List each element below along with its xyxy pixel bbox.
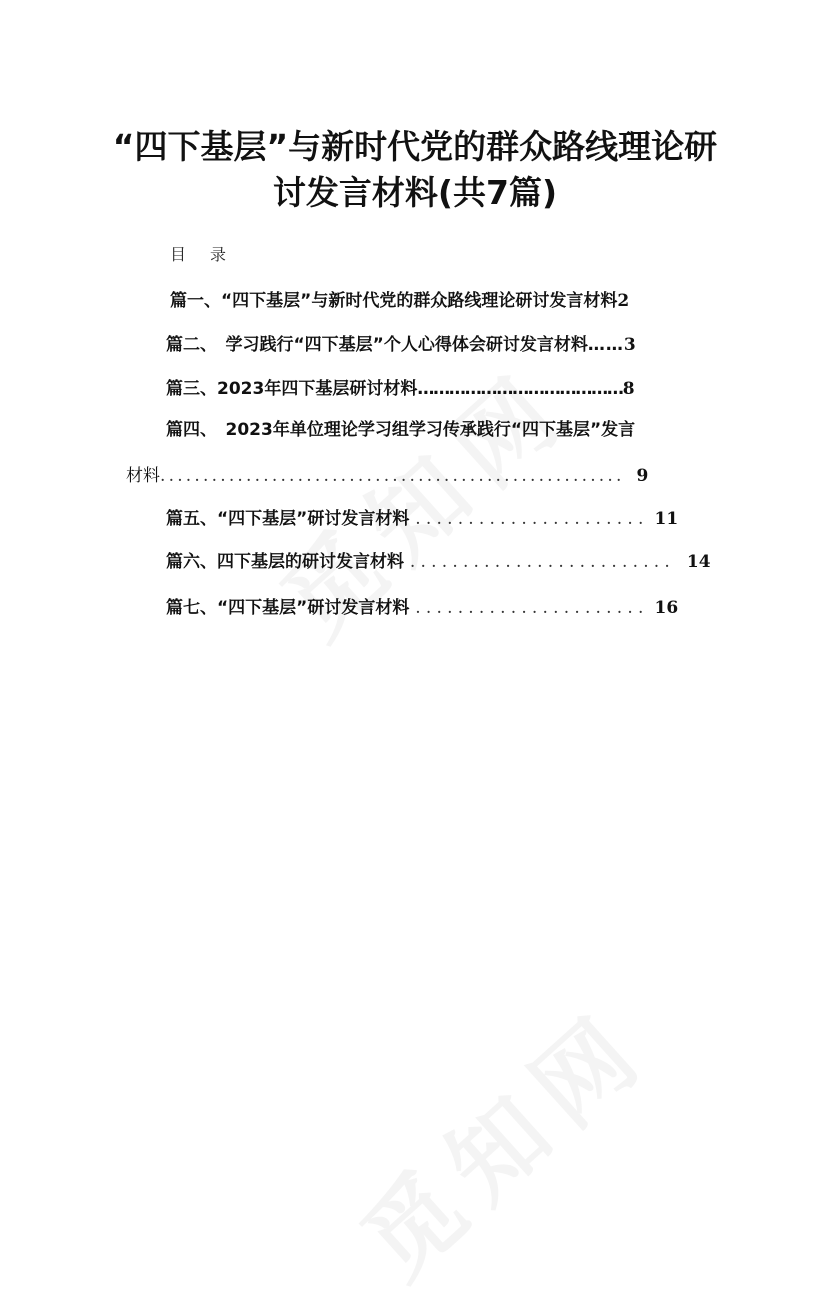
toc-entry-label: 篇三、2023年四下基层研讨材料 <box>166 379 418 399</box>
toc-entry-leader: ......................... <box>409 552 676 572</box>
toc-entry[interactable] <box>166 593 678 618</box>
title-line-1: “四下基层”与新时代党的群众路线理论研 <box>112 127 718 166</box>
toc-entry-page: 16 <box>654 598 679 618</box>
toc-entry[interactable] <box>166 547 711 572</box>
toc-entry[interactable] <box>166 415 635 440</box>
toc-entry-continuation[interactable] <box>126 461 648 486</box>
toc-entry-label: 篇一、“四下基层”与新时代党的群众路线理论研讨发言材料 <box>170 291 618 311</box>
toc-entry-label: 篇七、“四下基层”研讨发言材料 <box>166 598 410 618</box>
toc-entry-page: 8 <box>622 379 635 399</box>
toc-entry[interactable] <box>166 330 636 355</box>
toc-entry-page: 11 <box>654 509 679 529</box>
toc-entry[interactable] <box>166 374 635 399</box>
toc-entry-label: 篇二、 学习践行“四下基层”个人心得体会研讨发言材料 <box>166 335 588 355</box>
watermark <box>328 973 674 1304</box>
toc-entry-label: 篇六、四下基层的研讨发言材料 <box>166 552 404 572</box>
toc-entry-leader: ...................... <box>415 598 649 618</box>
toc-entry-label: 篇五、“四下基层”研讨发言材料 <box>166 509 410 529</box>
toc-entry-label: 篇四、 2023年单位理论学习组学习传承践行“四下基层”发言 <box>166 420 636 440</box>
toc-entry-leader: ...................... <box>415 509 649 529</box>
toc-entry[interactable] <box>166 504 678 529</box>
document-title <box>0 124 830 216</box>
toc-entry-page: 9 <box>636 466 649 486</box>
toc-heading: 目录 <box>170 245 251 264</box>
toc-entry-page: 2 <box>617 291 630 311</box>
toc-entry-label-continuation: 材料 <box>126 466 160 486</box>
toc-entry-page: 3 <box>623 335 636 355</box>
toc-entry[interactable] <box>170 286 629 311</box>
toc-entry-page: 14 <box>686 552 711 572</box>
toc-entry-leader: ...................................................... <box>160 466 625 486</box>
title-line-2: 讨发言材料(共7篇) <box>272 173 558 212</box>
toc-entry-leader: ………………………………… <box>417 379 623 399</box>
toc-entry-leader: …… <box>587 335 624 355</box>
